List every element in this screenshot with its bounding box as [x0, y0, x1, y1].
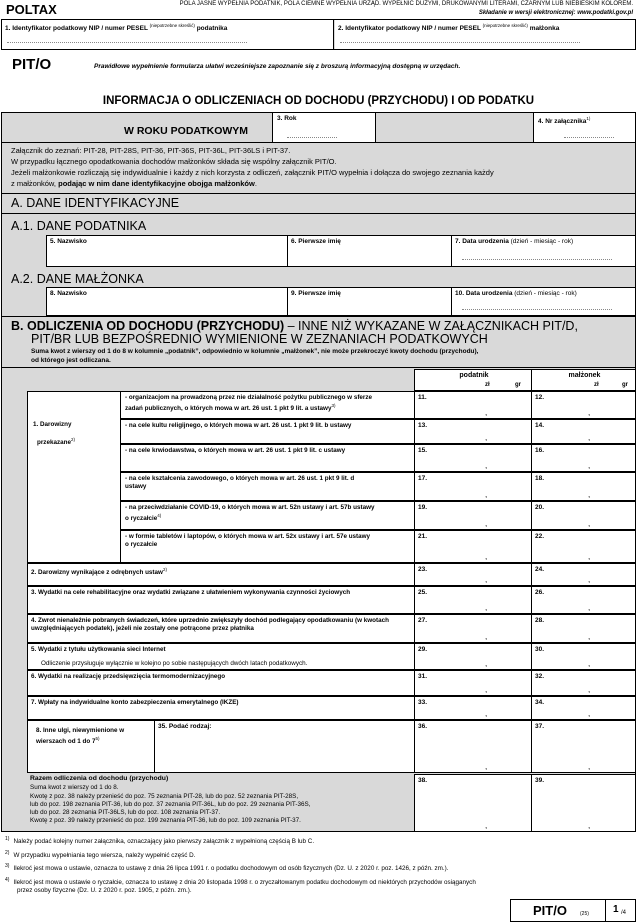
attachment-label: 4. Nr załącznika [538, 118, 587, 126]
spouse-birth-date-field[interactable]: 10. Data urodzenia (dzień - miesiąc - rok) [451, 287, 636, 316]
info-line-3: Jeżeli małżonkowie rozliczają się indywidualnie i każdy z nich korzysta z odliczeń, załącznik PIT/O wypełnia i dołącza do swojego zeznania każdy [11, 168, 494, 177]
footer-form-code: PIT/O [533, 903, 567, 918]
field-number: 14. [535, 422, 545, 429]
info-line-1: Załącznik do zeznań: PIT-28, PIT-28S, PIT-36, PIT-36S, PIT-36L, PIT-36LS i PIT-37. [11, 146, 291, 155]
field-19[interactable]: 19. , [414, 501, 532, 530]
field2-label: 2. Identyfikator podatkowy NIP / numer PESEL [338, 25, 481, 33]
birth-date-field[interactable]: 7. Data urodzenia (dzień - miesiąc - rok) [451, 235, 636, 267]
section-b-sub-1: Suma kwot z wierszy od 1 do 8 w kolumnie „podatnik”, odpowiednio w kolumnie „małżonek”, nie może przekroczyć kwoty dochodu (przychodu), [31, 348, 479, 355]
a2-title: A.2. DANE MAŁŻONKA [11, 272, 144, 286]
year-field[interactable] [272, 113, 376, 142]
field-32[interactable]: 32. , [531, 670, 636, 696]
field-number: 34. [535, 699, 545, 706]
footer-pages: /4 [621, 910, 627, 916]
surname-field[interactable]: 5. Nazwisko [46, 235, 288, 267]
donation-row-label: - w formie tabletów i laptopów, o których mowa w art. 52x ustawy i art. 57e ustawy o ryczałcie [120, 530, 415, 563]
info-line-2: W przypadku łącznego opodatkowania dochodów małżonków składa się wspólny załącznik PIT/O. [11, 157, 337, 166]
col-header-malzonek: małżonek zł gr [531, 369, 636, 391]
nip-spouse-field[interactable]: 2. Identyfikator podatkowy NIP / numer PESEL $^{(niepotrzebne skreślić)}$ małżonka [335, 20, 635, 49]
sum-label: Razem odliczenia od dochodu (przychodu) Suma kwot z wierszy od 1 do 8. Kwotę z poz. 38 należy przenieść do poz. 75 zeznania PIT-28, lub do poz. 52 zeznania PIT-28S, lub do poz. 198 zeznania PIT-36, lub do poz. 37 zeznania PIT-36L, lub do poz. 29 zeznania PIT-36S, lub do poz. 28 zeznania PIT-36LS, lub do poz. 108 zeznania PIT-37. Kwotę z poz. 39 należy przenieść do poz. 199 zeznania PIT-36, lub do poz. 109 zeznania PIT-37. [30, 775, 311, 824]
section-b-sub-2: od którego jest odliczana. [31, 357, 111, 364]
field-number: 24. [535, 566, 545, 573]
field-23[interactable]: 23. , [414, 563, 532, 586]
field-number: 17. [418, 475, 428, 482]
field-39[interactable]: 39. , [531, 774, 636, 832]
form-title: INFORMACJA O ODLICZENIACH OD DOCHODU (PRZYCHODU) I OD PODATKU [102, 95, 535, 107]
field-number: 27. [418, 617, 428, 624]
spouse-first-name-field[interactable]: 9. Pierwsze imię [287, 287, 452, 316]
field-14[interactable]: 14. , [531, 419, 636, 444]
info-line-4: z małżonków, podając w nim dane identyfikacyjne obojga małżonków. [11, 179, 257, 188]
field-29[interactable]: 29. , [414, 643, 532, 670]
info-box [1, 143, 636, 194]
field-21[interactable]: 21. , [414, 530, 532, 563]
field-number: 32. [535, 673, 545, 680]
field-number: 26. [535, 589, 545, 596]
first-name-field[interactable]: 6. Pierwsze imię [287, 235, 452, 267]
field-33[interactable]: 33. , [414, 696, 532, 720]
section-a-header [1, 194, 636, 214]
field-number: 22. [535, 533, 545, 540]
other-relief-type-field[interactable]: 35. Podać rodzaj: [154, 720, 415, 773]
year-text-overlay: W ROKU PODATKOWYM [124, 125, 249, 137]
field-24[interactable]: 24. , [531, 563, 636, 586]
section-a-title: A. DANE IDENTYFIKACYJNE [11, 196, 180, 210]
field-16[interactable]: 16. , [531, 444, 636, 472]
field-27[interactable]: 27. , [414, 614, 532, 643]
footnote: $^{1)}$ Należy podać kolejny numer załącznika, oznaczający jako pierwszy załącznik z wypełnioną częścią B lub C. [5, 836, 315, 846]
electronic-notice: Składanie w wersji elektronicznej: www.podatki.gov.pl [478, 10, 633, 16]
field-38[interactable]: 38. , [414, 774, 532, 832]
section-b-title: B. ODLICZENIA OD DOCHODU (PRZYCHODU) – INNE NIŻ WYKAZANE W ZAŁĄCZNIKACH PIT/D, [11, 319, 578, 333]
deduction-row-label: 4. Zwrot nienależnie pobranych świadczeń, które uprzednio zwiększyły dochód podlegający opodatkowaniu (w kwotach uwzględniających podatek), jeżeli nie zostały one potrącone przez płatnika [27, 614, 415, 643]
footer-code-box [510, 899, 636, 922]
donations-group-label: 1. Darowizny przekazane$^{2)}$ [27, 391, 121, 563]
donation-row-label: - na przeciwdziałanie COVID-19, o których mowa w art. 52n ustawy i art. 57b ustawy o ryczałcie$^{4)}$ [120, 501, 415, 530]
field-number: 20. [535, 504, 545, 511]
donation-row-label: - na cele kształcenia zawodowego, o których mowa w art. 26 ust. 1 pkt 9 lit. d ustawy [120, 472, 415, 501]
field-number: 15. [418, 447, 428, 454]
deduction-row-label: 6. Wydatki na realizację przedsięwzięcia termomodernizacyjnego [27, 670, 415, 696]
field-34[interactable]: 34. , [531, 696, 636, 720]
field-26[interactable]: 26. , [531, 586, 636, 614]
field-number: 19. [418, 504, 428, 511]
field-17[interactable]: 17. , [414, 472, 532, 501]
footnote: $^{4)}$ Ilekroć jest mowa o ustawie o ryczałcie, oznacza to ustawę z dnia 20 listopada 1998 r. o zryczałtowanym podatku dochodowym od niektórych przychodów osiąganych przez osoby fizyczne (Dz. U. z 2020 r. poz. 1905, z późn. zm.). [5, 877, 476, 895]
section-b-header [1, 316, 636, 368]
field-20[interactable]: 20. , [531, 501, 636, 530]
field-36[interactable]: 36. , [414, 720, 532, 773]
nip-taxpayer-field[interactable]: 1. Identyfikator podatkowy NIP / numer PESEL $^{(niepotrzebne skreślić)}$ podatnika [2, 20, 334, 49]
field-number: 33. [418, 699, 428, 706]
field-15[interactable]: 15. , [414, 444, 532, 472]
year-label: 3. Rok [277, 115, 297, 122]
donation-row-label: - na cele krwiodawstwa, o których mowa w art. 26 ust. 1 pkt 9 lit. c ustawy [120, 444, 415, 472]
deduction-row-label: 2. Darowizny wynikające z odrębnych ustaw$^{2)}$ [27, 563, 415, 586]
footer-page: 1 [613, 904, 619, 915]
field-number: 11. [418, 394, 427, 401]
donation-row-label: - organizacjom na prowadzoną przez nie działalność pożytku publicznego w sferze zadań publicznych, o których mowa w art. 26 ust. 1 pkt 9 lit. a ustawy$^{3)}$ [120, 391, 415, 419]
field-13[interactable]: 13. , [414, 419, 532, 444]
form-intro: Prawidłowe wypełnienie formularza ułatwi wcześniejsze zapoznanie się z broszurą informacyjną dostępną w urzędach. [94, 63, 461, 70]
field-number: 16. [535, 447, 545, 454]
field-number: 29. [418, 646, 428, 653]
field-number: 23. [418, 566, 428, 573]
field-11[interactable]: 11. , [414, 391, 532, 419]
deduction-row-label: 5. Wydatki z tytułu użytkowania sieci Internet Odliczenie przysługuje wyłącznie w kolejno po sobie następujących dwóch latach podatkowych. [27, 643, 415, 670]
attachment-number-field[interactable]: 4. Nr załącznika$^{1)}$ [533, 113, 635, 142]
donation-row-label: - na cele kultu religijnego, o których mowa w art. 26 ust. 1 pkt 9 lit. b ustawy [120, 419, 415, 444]
section-b-title-2: PIT/BR LUB BEZPOŚREDNIO WYMIENIONE W ZEZNANIACH PODATKOWYCH [31, 332, 488, 346]
field-number: 13. [418, 422, 428, 429]
col-header-podatnik: podatnik zł gr [414, 369, 532, 391]
field-number: 28. [535, 617, 545, 624]
footnote: $^{2)}$ W przypadku wypełniania tego wiersza, należy wypełnić część D. [5, 850, 196, 860]
field-number: 31. [418, 673, 428, 680]
field-number: 18. [535, 475, 545, 482]
footer-version: (25) [580, 911, 589, 917]
form-code: PIT/O [12, 56, 52, 73]
field-28[interactable]: 28. , [531, 614, 636, 643]
field-31[interactable]: 31. , [414, 670, 532, 696]
field1-label: 1. Identyfikator podatkowy NIP / numer PESEL [5, 25, 148, 33]
field-30[interactable]: 30. , [531, 643, 636, 670]
field-37[interactable]: 37. , [531, 720, 636, 773]
field-number: 25. [418, 589, 428, 596]
field-number: 12. [535, 394, 545, 401]
field-number: 30. [535, 646, 545, 653]
row-8-label: 8. Inne ulgi, niewymienione w wierszach od 1 do 7$^{5)}$ [27, 720, 155, 773]
field-22[interactable]: 22. , [531, 530, 636, 563]
a1-title: A.1. DANE PODATNIKA [11, 219, 147, 233]
fill-notice: POLA JASNE WYPEŁNIA PODATNIK, POLA CIEMNE WYPEŁNIA URZĄD. WYPEŁNIĆ DUŻYMI, DRUKOWANYMI LITERAMI, CZARNYM LUB NIEBIESKIM KOLOREM. [179, 1, 633, 7]
spouse-surname-field[interactable]: 8. Nazwisko [46, 287, 288, 316]
field-number: 21. [418, 533, 428, 540]
field-12[interactable]: 12. , [531, 391, 636, 419]
deduction-row-label: 3. Wydatki na cele rehabilitacyjne oraz wydatki związane z ułatwieniem wykonywania czynności życiowych [27, 586, 415, 614]
field-18[interactable]: 18. , [531, 472, 636, 501]
poltax-label: POLTAX [6, 2, 57, 17]
deduction-row-label: 7. Wpłaty na indywidualne konto zabezpieczenia emerytalnego (IKZE) [27, 696, 415, 720]
field-25[interactable]: 25. , [414, 586, 532, 614]
footnote: $^{3)}$ Ilekroć jest mowa o ustawie, oznacza to ustawę z dnia 26 lipca 1991 r. o podatku dochodowym od osób fizycznych (Dz. U. z 2020 r. poz. 1426, z późn. zm.). [5, 863, 449, 873]
